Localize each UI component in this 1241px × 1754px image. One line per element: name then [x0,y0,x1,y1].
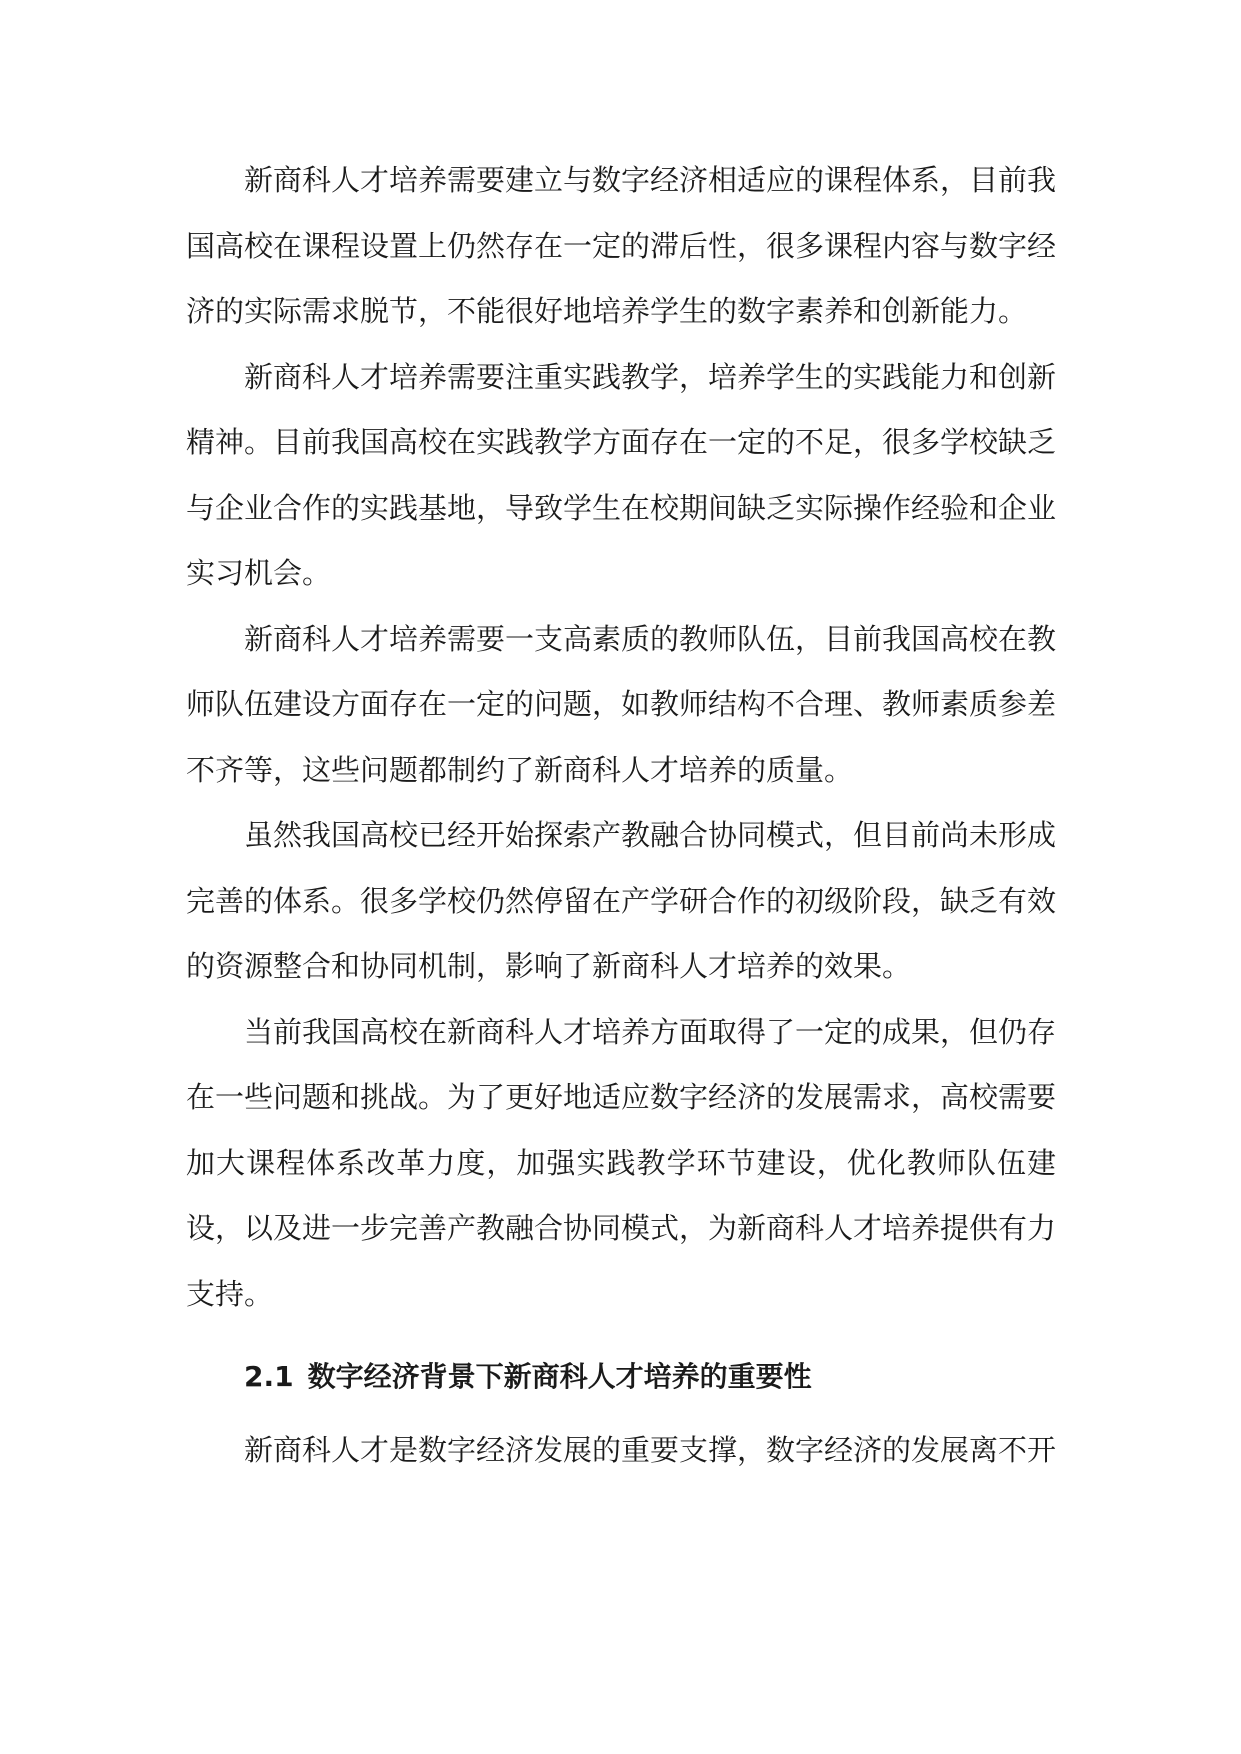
document-body [186,148,1056,1483]
paragraph-teaching-staff: 新商科人才培养需要一支高素质的教师队伍，目前我国高校在教师队伍建设方面存在一定的问题，如教师结构不合理、教师素质参差不齐等，这些问题都制约了新商科人才培养的质量。 [186,621,1057,787]
paragraph-curriculum: 新商科人才培养需要建立与数字经济相适应的课程体系，目前我国高校在课程设置上仍然存在一定的滞后性，很多课程内容与数字经济的实际需求脱节，不能很好地培养学生的数字素养和创新能力。 [186,163,1057,328]
paragraph-summary: 当前我国高校在新商科人才培养方面取得了一定的成果，但仍存在一些问题和挑战。为了更好地适应数字经济的发展需求，高校需要加大课程体系改革力度，加强实践教学环节建设，优化教师队伍建设，以及进一步完善产教融合协同模式，为新商科人才培养提供有力支持。 [186,1014,1057,1311]
section-number: 2.1 [244,1360,294,1393]
paragraph-industry-education: 虽然我国高校已经开始探索产教融合协同模式，但目前尚未形成完善的体系。很多学校仍然停留在产学研合作的初级阶段，缺乏有效的资源整合和协同机制，影响了新商科人才培养的效果。 [186,818,1057,983]
section-title: 数字经济背景下新商科人才培养的重要性 [307,1360,812,1393]
paragraph-practice-teaching: 新商科人才培养需要注重实践教学，培养学生的实践能力和创新精神。目前我国高校在实践教学方面存在一定的不足，很多学校缺乏与企业合作的实践基地，导致学生在校期间缺乏实际操作经验和企业实习机会。 [186,359,1057,590]
paragraph-section-intro: 新商科人才是数字经济发展的重要支撑，数字经济的发展离不开 [244,1432,1057,1467]
section-heading [186,1344,1056,1410]
